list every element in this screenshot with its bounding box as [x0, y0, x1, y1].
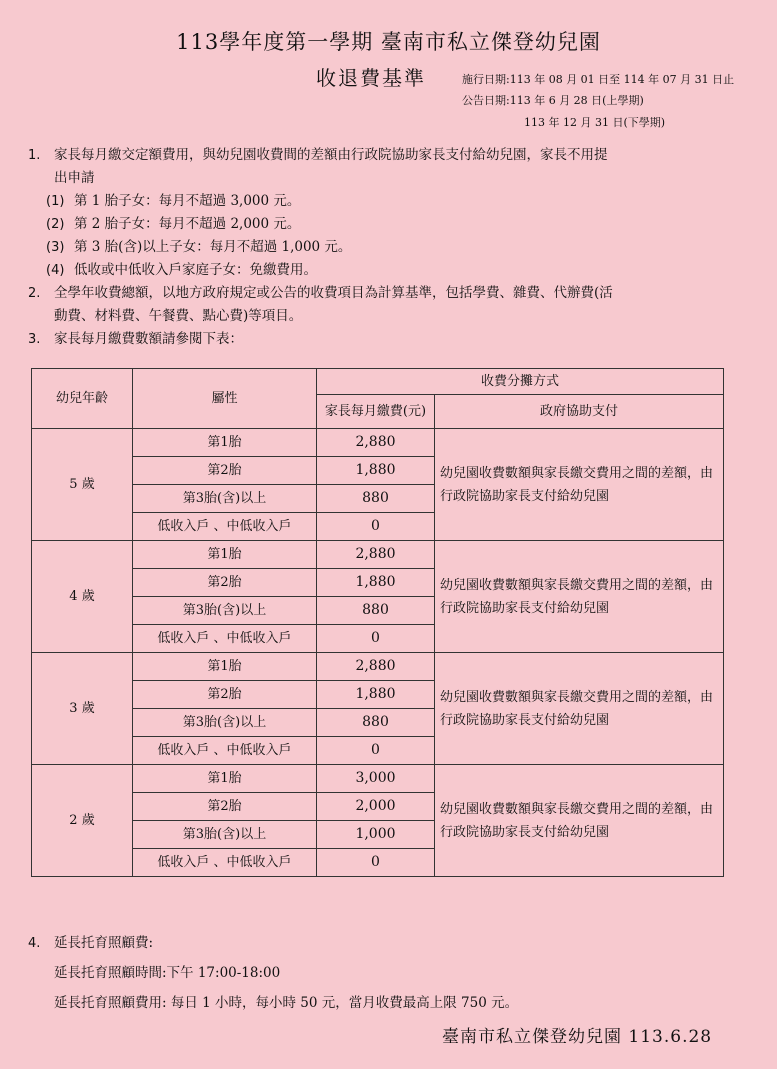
rule-2-text: 全學年收費總額，以地方政府規定或公告的收費項目為計算基準，包括學費、雜費、代辦費(活: [54, 285, 613, 301]
fee-cell: 2,880: [317, 429, 435, 457]
effective-date: 施行日期:113 年 08 月 01 日至 114 年 07 月 31 日止: [462, 73, 735, 86]
fee-cell: 1,880: [317, 681, 435, 709]
attribute-cell: 第2胎: [133, 681, 317, 709]
rule-1: [28, 144, 748, 167]
fee-cell: 1,000: [317, 821, 435, 849]
announce-date: 公告日期:113 年 6 月 28 日(上學期): [462, 94, 644, 107]
extended-care-title-line: [28, 928, 518, 958]
fee-cell: 2,880: [317, 541, 435, 569]
fee-cell: 880: [317, 485, 435, 513]
gov-support-cell: 幼兒園收費數額與家長繳交費用之間的差額，由行政院協助家長支付給幼兒園: [435, 653, 724, 765]
attribute-cell: 第1胎: [133, 653, 317, 681]
sub-1-number: (1): [46, 194, 65, 209]
rule-1-text-cont: 出申請: [54, 170, 95, 186]
header-gov-support: 政府協助支付: [435, 395, 724, 429]
fee-cell: 0: [317, 513, 435, 541]
attribute-cell: 低收入戶 、中低收入戶: [133, 737, 317, 765]
attribute-cell: 低收入戶 、中低收入戶: [133, 625, 317, 653]
attribute-cell: 低收入戶 、中低收入戶: [133, 513, 317, 541]
attribute-cell: 低收入戶 、中低收入戶: [133, 849, 317, 877]
sub-1-text: 第 1 胎子女：每月不超過 3,000 元。: [74, 193, 301, 209]
gov-support-cell: 幼兒園收費數額與家長繳交費用之間的差額，由行政院協助家長支付給幼兒園: [435, 541, 724, 653]
sub-4-text: 低收或中低收入戶家庭子女：免繳費用。: [74, 262, 317, 278]
attribute-cell: 第3胎(含)以上: [133, 821, 317, 849]
attribute-cell: 第2胎: [133, 457, 317, 485]
extended-care-fee: 延長托育照顧費用: 每日 1 小時，每小時 50 元，當月收費最高上限 750 元。: [54, 995, 519, 1011]
rule-1-sub-4: [28, 259, 748, 282]
fee-cell: 880: [317, 597, 435, 625]
section-4-number: 4.: [28, 936, 41, 951]
rule-1-number: 1.: [28, 148, 41, 163]
header-attribute: 屬性: [133, 369, 317, 429]
rule-1-text: 家長每月繳交定額費用，與幼兒園收費間的差額由行政院協助家長支付給幼兒園，家長不用提: [54, 147, 608, 163]
rule-1-sub-2: [28, 213, 748, 236]
rule-3: [28, 328, 748, 351]
age-cell: 5 歲: [32, 429, 133, 541]
announce-date-second: 113 年 12 月 31 日(下學期): [524, 116, 666, 129]
fee-cell: 1,880: [317, 457, 435, 485]
rule-3-text: 家長每月繳費數額請參閱下表：: [54, 331, 243, 347]
attribute-cell: 第1胎: [133, 541, 317, 569]
sub-3-text: 第 3 胎(含)以上子女：每月不超過 1,000 元。: [74, 239, 352, 255]
extended-care-hours: 延長托育照顧時間:下午 17:00-18:00: [54, 965, 281, 981]
rule-2-text-cont: 動費、材料費、午餐費、點心費)等項目。: [54, 308, 303, 324]
rule-3-number: 3.: [28, 332, 41, 347]
sub-2-number: (2): [46, 217, 65, 232]
attribute-cell: 第1胎: [133, 429, 317, 457]
page-title: 113學年度第一學期 臺南市私立傑登幼兒園: [176, 30, 601, 54]
page-subtitle: 收退費基準: [316, 66, 426, 90]
sub-2-text: 第 2 胎子女：每月不超過 2,000 元。: [74, 216, 301, 232]
fee-cell: 2,880: [317, 653, 435, 681]
rule-2-number: 2.: [28, 286, 41, 301]
fee-cell: 0: [317, 737, 435, 765]
attribute-cell: 第1胎: [133, 765, 317, 793]
rule-2-cont: [28, 305, 748, 328]
gov-support-cell: 幼兒園收費數額與家長繳交費用之間的差額，由行政院協助家長支付給幼兒園: [435, 765, 724, 877]
rule-1-sub-1: [28, 190, 748, 213]
gov-support-cell: 幼兒園收費數額與家長繳交費用之間的差額，由行政院協助家長支付給幼兒園: [435, 429, 724, 541]
extended-care-title: 延長托育照顧費:: [54, 935, 154, 951]
header-share: 收費分攤方式: [317, 369, 724, 395]
attribute-cell: 第3胎(含)以上: [133, 709, 317, 737]
fee-cell: 3,000: [317, 765, 435, 793]
header-age: 幼兒年齡: [32, 369, 133, 429]
attribute-cell: 第2胎: [133, 793, 317, 821]
fee-cell: 0: [317, 625, 435, 653]
header-parent-fee: 家長每月繳費(元): [317, 395, 435, 429]
rule-2: [28, 282, 748, 305]
attribute-cell: 第3胎(含)以上: [133, 597, 317, 625]
fee-table: [31, 368, 724, 877]
sub-3-number: (3): [46, 240, 65, 255]
rule-1-cont: [28, 167, 748, 190]
fee-cell: 1,880: [317, 569, 435, 597]
sub-4-number: (4): [46, 263, 65, 278]
attribute-cell: 第3胎(含)以上: [133, 485, 317, 513]
age-cell: 4 歲: [32, 541, 133, 653]
age-cell: 3 歲: [32, 653, 133, 765]
age-cell: 2 歲: [32, 765, 133, 877]
fee-cell: 2,000: [317, 793, 435, 821]
extended-care-section: [28, 928, 518, 1018]
fee-cell: 880: [317, 709, 435, 737]
attribute-cell: 第2胎: [133, 569, 317, 597]
footer-signature: 臺南市私立傑登幼兒園 113.6.28: [442, 1027, 713, 1047]
fee-cell: 0: [317, 849, 435, 877]
rule-1-sub-3: [28, 236, 748, 259]
rules-list: [28, 144, 748, 351]
